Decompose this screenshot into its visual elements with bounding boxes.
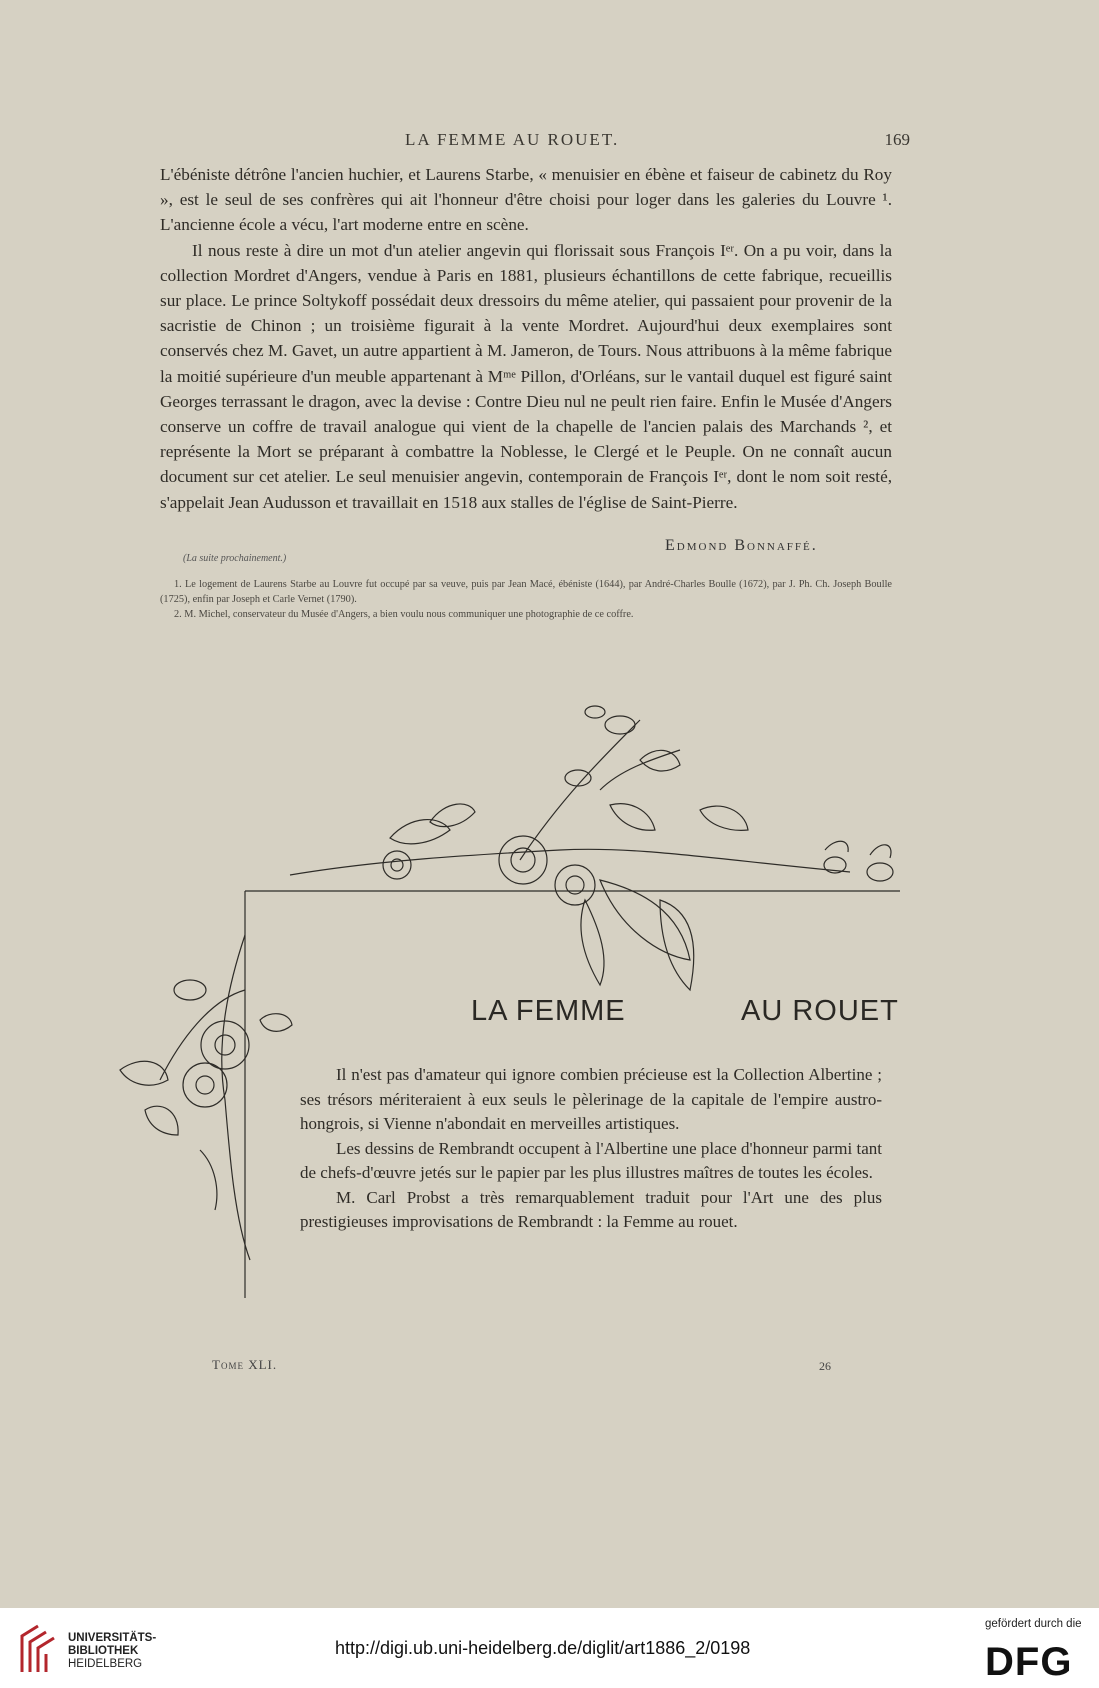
paragraph: Les dessins de Rembrandt occupent à l'Albertine une place d'honneur parmi tant de chefs-d'œuvre jetés sur le papier par les plus illustres maîtres de toutes les écoles. (300, 1138, 882, 1182)
author-signature: Edmond Bonnaffé. (665, 537, 818, 554)
library-line1: UNIVERSITÄTS- (68, 1632, 157, 1644)
library-logo-link[interactable] (18, 1620, 278, 1680)
viewer-bar (0, 1608, 1099, 1688)
signature-mark: 26 (819, 1359, 831, 1373)
paragraph: Il n'est pas d'amateur qui ignore combien précieuse est la Collection Albertine ; ses trésors mériteraient à eux seuls le pèlerinage de la capitale de l'empire austro-hongrois, si Vienne n'abondait en merveilles artistiques. (300, 1065, 882, 1133)
library-line3: HEIDELBERG (68, 1658, 143, 1670)
article-title-part1: LA FEMME (471, 995, 626, 1027)
footnote: 2. M. Michel, conservateur du Musée d'Angers, a bien voulu nous communiquer une photographie de ce coffre. (174, 609, 634, 620)
library-line2: BIBLIOTHEK (68, 1645, 139, 1657)
paragraph: L'ébéniste détrône l'ancien huchier, et Laurens Starbe, « menuisier en ébène et faiseur de cabinetz du Roy », est le seul de ses confrères qui ait l'honneur d'être choisi pour loger dans les galeries du Louvre ¹. L'ancienne école a vécu, l'art moderne entre en scène. (160, 165, 892, 235)
to-be-continued-note: (La suite prochainement.) (183, 553, 287, 564)
ub-heidelberg-logo (18, 1622, 60, 1676)
sponsor-caption: gefördert durch die (985, 1618, 1082, 1630)
footnote: 1. Le logement de Laurens Starbe au Louvre fut occupé par sa veuve, puis par Jean Macé, ébéniste (1644), par André-Charles Boulle (1672), par J. Ph. Ch. Joseph Boulle (1725), enfin par Joseph et Carle Vernet (1790). (160, 579, 892, 605)
permalink-url[interactable]: http://digi.ub.uni-heidelberg.de/diglit/art1886_2/0198 (335, 1638, 751, 1658)
paragraph: Il nous reste à dire un mot d'un atelier angevin qui florissait sous François Iᵉʳ. On a pu voir, dans la collection Mordret d'Angers, vendue à Paris en 1881, plusieurs échantillons de cette fabrique, recueillis sur place. Le prince Soltykoff possédait deux dressoirs du même atelier, qui passaient pour provenir de la sacristie de Chinon ; un troisième figurait à la vente Mordret. Aujourd'hui deux exemplaires sont conservés chez M. Gavet, un autre appartient à M. Jameron, de Tours. Nous attribuons à la même fabrique la moitié supérieure d'un meuble appartenant à Mᵐᵉ Pillon, d'Orléans, sur le vantail duquel est figuré saint Georges terrassant le dragon, avec la devise : Contre Dieu nul ne peult rien faire. Enfin le Musée d'Angers conserve un coffre de travail analogue qui vient de la chapelle de l'ancien palais des Marchands ², et représente la Mort se préparant à combattre la Noblesse, le Clergé et le Peuple. On ne connaît aucun document sur cet atelier. Le seul menuisier angevin, contemporain de François Iᵉʳ, dont le nom soit resté, s'appelait Jean Audusson et travaillait en 1518 aux stalles de l'église de Saint-Pierre. (160, 240, 892, 512)
page-number: 169 (884, 130, 910, 149)
running-head-title: LA FEMME AU ROUET. (405, 130, 620, 149)
tome-label: Tome XLI. (212, 1357, 278, 1372)
article-title-part2: AU ROUET (741, 995, 899, 1027)
paragraph: M. Carl Probst a très remarquablement traduit pour l'Art une des plus prestigieuses improvisations de Rembrandt : la Femme au rouet. (300, 1187, 882, 1231)
dfg-logo[interactable]: DFG (985, 1640, 1073, 1684)
article-intro (300, 1063, 882, 1235)
library-name (68, 1632, 156, 1671)
article-title (471, 995, 899, 1028)
